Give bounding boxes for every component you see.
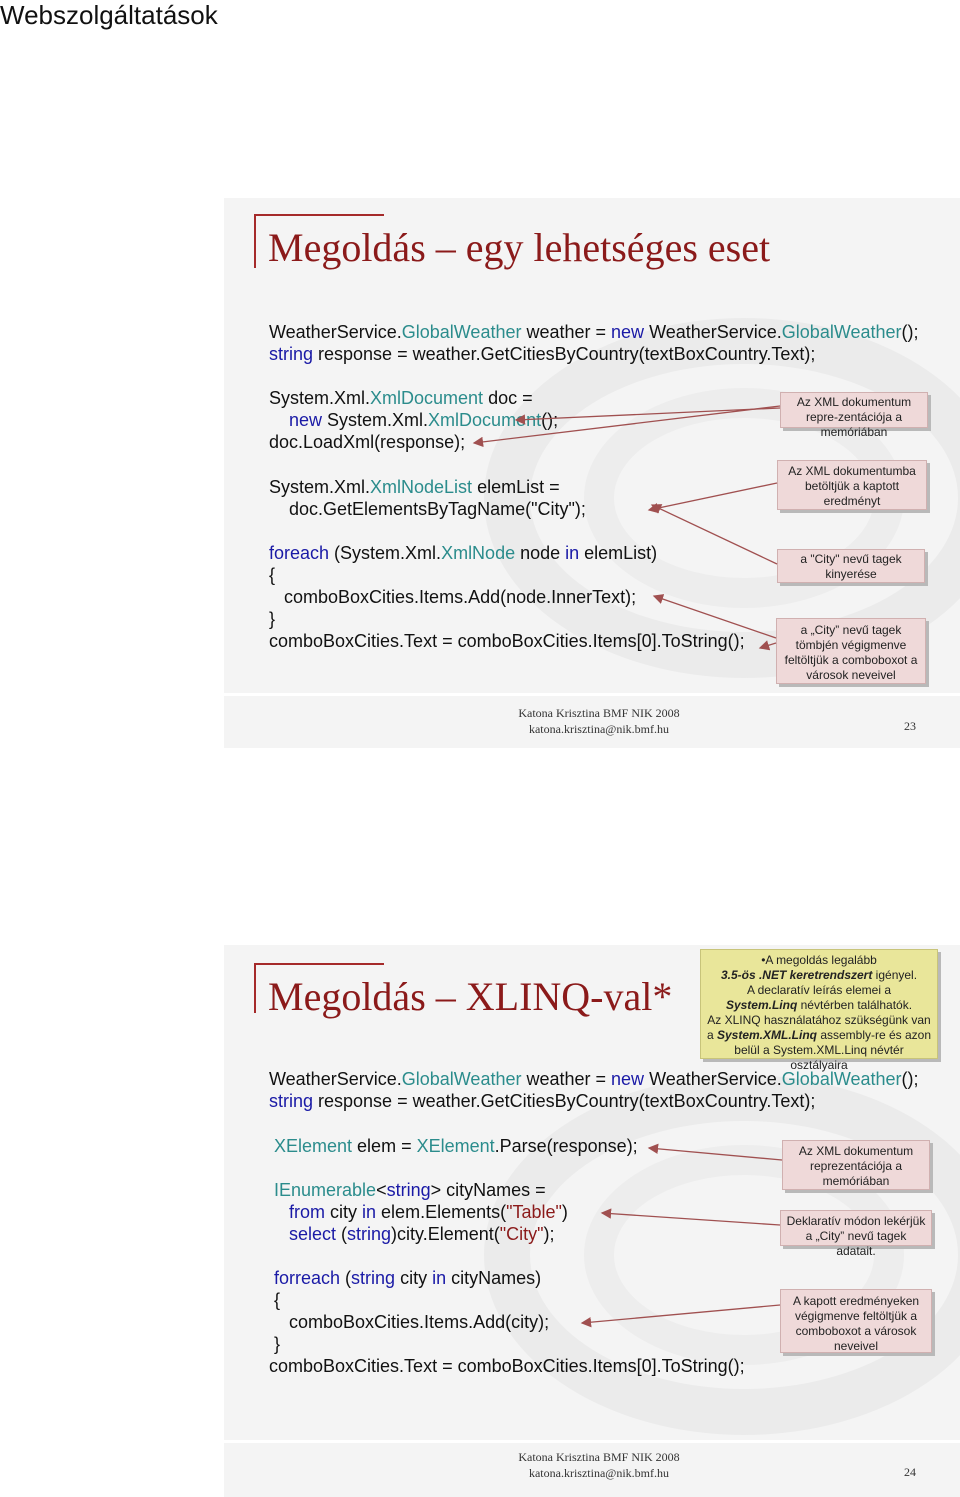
code-line: doc.LoadXml(response); <box>269 432 466 452</box>
note-line: •A megoldás legalább <box>761 953 877 967</box>
code-line: comboBoxCities.Items.Add(node.InnerText); <box>269 587 637 607</box>
callout-fill-combobox: A kapott eredményeken végigmenve feltöltjük a comboboxot a városok neveivel <box>780 1289 932 1353</box>
code-line: select (string)city.Element("City"); <box>274 1224 555 1244</box>
code-line: System.Xml.XmlNodeList elemList = <box>269 477 560 497</box>
slide-24 <box>224 945 960 1497</box>
code-line: WeatherService.GlobalWeather weather = new WeatherService.GlobalWeather(); <box>269 1069 919 1089</box>
footer-author: Katona Krisztina BMF NIK 2008 <box>518 1450 680 1464</box>
callout-arrows <box>224 198 960 748</box>
callout-arrows <box>224 945 960 1497</box>
code-line: forreach (string city in cityNames) <box>274 1268 542 1288</box>
callout-load-result: Az XML dokumentumba betöltjük a kaptott eredményt <box>777 460 927 510</box>
code-line: WeatherService.GlobalWeather weather = new WeatherService.GlobalWeather(); <box>269 322 919 342</box>
code-line: XElement elem = XElement.Parse(response); <box>274 1136 638 1156</box>
footer-author: Katona Krisztina BMF NIK 2008 <box>518 706 680 720</box>
slide-23 <box>224 198 960 748</box>
callout-xml-representation: Az XML dokumentum repre-zentációja a memóriában <box>780 392 928 428</box>
code-line: { <box>274 1290 281 1310</box>
code-line: comboBoxCities.Text = comboBoxCities.Items[0].ToString(); <box>269 631 745 651</box>
note-line: System.Linq névtérben találhatók. <box>725 998 913 1012</box>
code-line: string response = weather.GetCitiesByCountry(textBoxCountry.Text); <box>269 344 816 364</box>
code-line: foreach (System.Xml.XmlNode node in elemList) <box>269 543 658 563</box>
footer-email: katona.krisztina@nik.bmf.hu <box>528 722 670 736</box>
code-line: System.Xml.XmlDocument doc = <box>269 388 533 408</box>
code-line: } <box>269 609 276 629</box>
code-line: new System.Xml.XmlDocument(); <box>269 410 559 430</box>
slide-title: Megoldás – XLINQ-val* <box>268 974 673 1019</box>
page-number: 23 <box>904 719 916 733</box>
page-number: 24 <box>904 1465 916 1479</box>
code-line: comboBoxCities.Text = comboBoxCities.Items[0].ToString(); <box>269 1356 745 1376</box>
note-line: A declaratív leírás elemei a <box>746 983 892 997</box>
note-line: Az XLINQ használatához szükségünk van <box>707 1013 931 1027</box>
code-line: string response = weather.GetCitiesByCountry(textBoxCountry.Text); <box>269 1091 816 1111</box>
note-line: belül a System.XML.Linq névtér osztályaira <box>734 1043 904 1072</box>
slide-footer <box>474 1449 724 1481</box>
note-line: 3.5-ös .NET keretrendszert igényel. <box>720 968 918 982</box>
slide-footer <box>474 705 724 737</box>
footer-email: katona.krisztina@nik.bmf.hu <box>528 1466 670 1480</box>
code-line: from city in elem.Elements("Table") <box>274 1202 568 1222</box>
code-line: { <box>269 565 276 585</box>
code-line: comboBoxCities.Items.Add(city); <box>274 1312 550 1332</box>
callout-xml-representation: Az XML dokumentum reprezentációja a memóriában <box>782 1140 930 1190</box>
callout-fill-combobox: a „City” nevű tagek tömbjén végigmenve feltöltjük a comboboxot a városok neveivel <box>776 618 926 684</box>
code-line: doc.GetElementsByTagName("City"); <box>269 499 586 519</box>
callout-extract-city-tags: a "City" nevű tagek kinyerése <box>777 549 925 583</box>
slide-title: Megoldás – egy lehetséges eset <box>268 225 771 270</box>
code-line: } <box>274 1334 281 1354</box>
page-header-title: Webszolgáltatások <box>0 0 218 30</box>
code-line: IEnumerable<string> cityNames = <box>274 1180 546 1200</box>
callout-declarative-query: Deklaratív módon lekérjük a „City” nevű tagek adatait. <box>780 1210 932 1246</box>
note-line: a System.XML.Linq assembly-re és azon <box>706 1028 932 1042</box>
